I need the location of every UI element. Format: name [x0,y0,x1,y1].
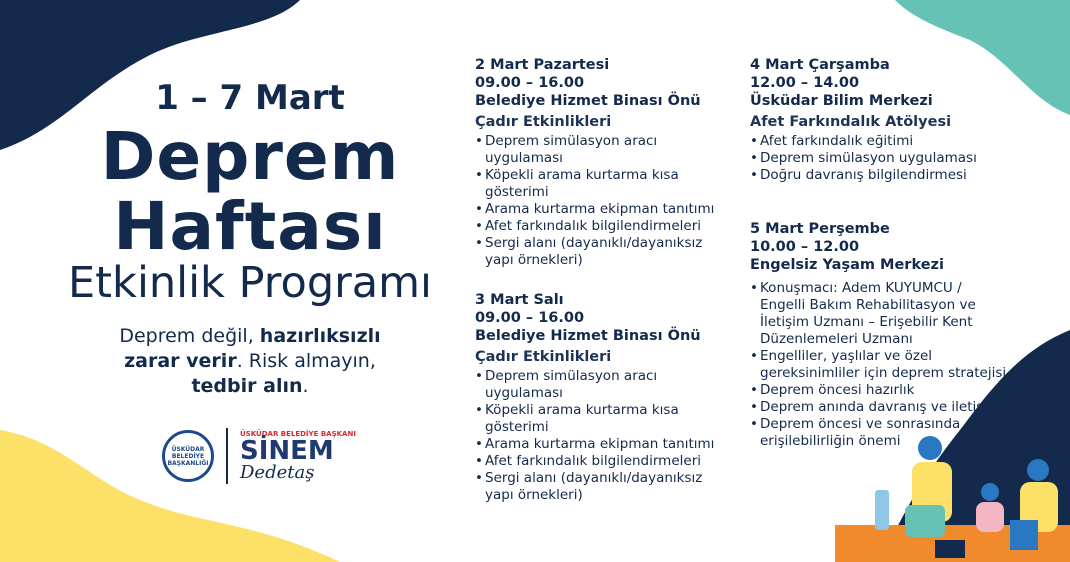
event-item: • Afet farkındalık eğitimi [750,133,1010,150]
event-time: 09.00 – 16.00 [475,75,585,91]
logo-divider [226,428,228,484]
event-block [750,56,1010,184]
title-line-1: Deprem [100,118,400,195]
event-item: • Deprem simülasyon uygulaması [750,150,1010,167]
event-item: • Köpekli arama kurtarma kısa gösterimi [475,402,725,436]
event-item: • Deprem anında davranış ve iletişim [750,399,1010,416]
uskudar-seal: ÜSKÜDAR BELEDİYE BAŞKANLIĞI [162,430,214,482]
event-block [475,56,725,269]
event-items [750,133,1010,184]
event-item: • Afet farkındalık bilgilendirmeleri [475,218,725,235]
title-line-3: Etkinlik Programı [68,258,432,308]
event-subtitle: Afet Farkındalık Atölyesi [750,114,952,130]
event-place: Üsküdar Bilim Merkezi [750,93,933,109]
event-date: 4 Mart Çarşamba [750,57,890,73]
title-line-2: Haftası [113,188,387,265]
event-item: • Sergi alanı (dayanıklı/dayanıksız yapı örnekleri) [475,235,725,269]
slogan [60,324,440,399]
slogan-part: . [302,375,309,397]
event-item: • Sergi alanı (dayanıklı/dayanıksız yapı örnekleri) [475,470,725,504]
event-dates: 1 – 7 Mart [155,78,345,118]
mayor-surname: Dedetaş [240,461,315,483]
event-item: • Arama kurtarma ekipman tanıtımı [475,436,725,453]
event-item: • Köpekli arama kurtarma kısa gösterimi [475,167,725,201]
mayor-title: ÜSKÜDAR BELEDİYE BAŞKANI [240,429,356,438]
event-items [475,368,725,504]
event-place: Belediye Hizmet Binası Önü [475,93,701,109]
event-place: Engelsiz Yaşam Merkezi [750,257,944,273]
event-item: • Deprem simülasyon aracı uygulaması [475,133,725,167]
slogan-bold: zarar verir [124,350,237,372]
event-block [475,291,725,504]
event-time: 10.00 – 12.00 [750,239,860,255]
slogan-part: Deprem değil, [119,325,260,347]
event-date: 3 Mart Salı [475,292,564,308]
events-column-middle [475,56,725,520]
event-items [750,280,1010,450]
mayor-brand [240,431,356,482]
slogan-bold: hazırlıksızlı [259,325,381,347]
event-time: 12.00 – 14.00 [750,75,860,91]
event-block [750,220,1010,450]
event-time: 09.00 – 16.00 [475,310,585,326]
event-subtitle: Çadır Etkinlikleri [475,349,612,365]
slogan-bold: tedbir alın [191,375,303,397]
event-items [475,133,725,269]
event-item: • Konuşmacı: Adem KUYUMCU / Engelli Bakım Rehabilitasyon ve İletişim Uzmanı – Erişebilir Kent Düzenlemeleri Uzmanı [750,280,1010,348]
event-item: • Arama kurtarma ekipman tanıtımı [475,201,725,218]
event-item: • Deprem öncesi hazırlık [750,382,1010,399]
slogan-part: . Risk almayın, [236,350,376,372]
event-date: 2 Mart Pazartesi [475,57,610,73]
event-item: • Engelliler, yaşlılar ve özel gereksinimliler için deprem stratejisi [750,348,1010,382]
event-subtitle: Çadır Etkinlikleri [475,114,612,130]
events-column-right [750,56,1010,466]
event-item: • Doğru davranış bilgilendirmesi [750,167,1010,184]
event-item: • Afet farkındalık bilgilendirmeleri [475,453,725,470]
event-item: • Deprem öncesi ve sonrasında erişilebilirliğin önemi [750,416,1010,450]
event-item: • Deprem simülasyon aracı uygulaması [475,368,725,402]
event-place: Belediye Hizmet Binası Önü [475,328,701,344]
event-date: 5 Mart Perşembe [750,221,890,237]
mayor-name: SİNEM [240,435,334,466]
municipality-logo [162,428,356,484]
